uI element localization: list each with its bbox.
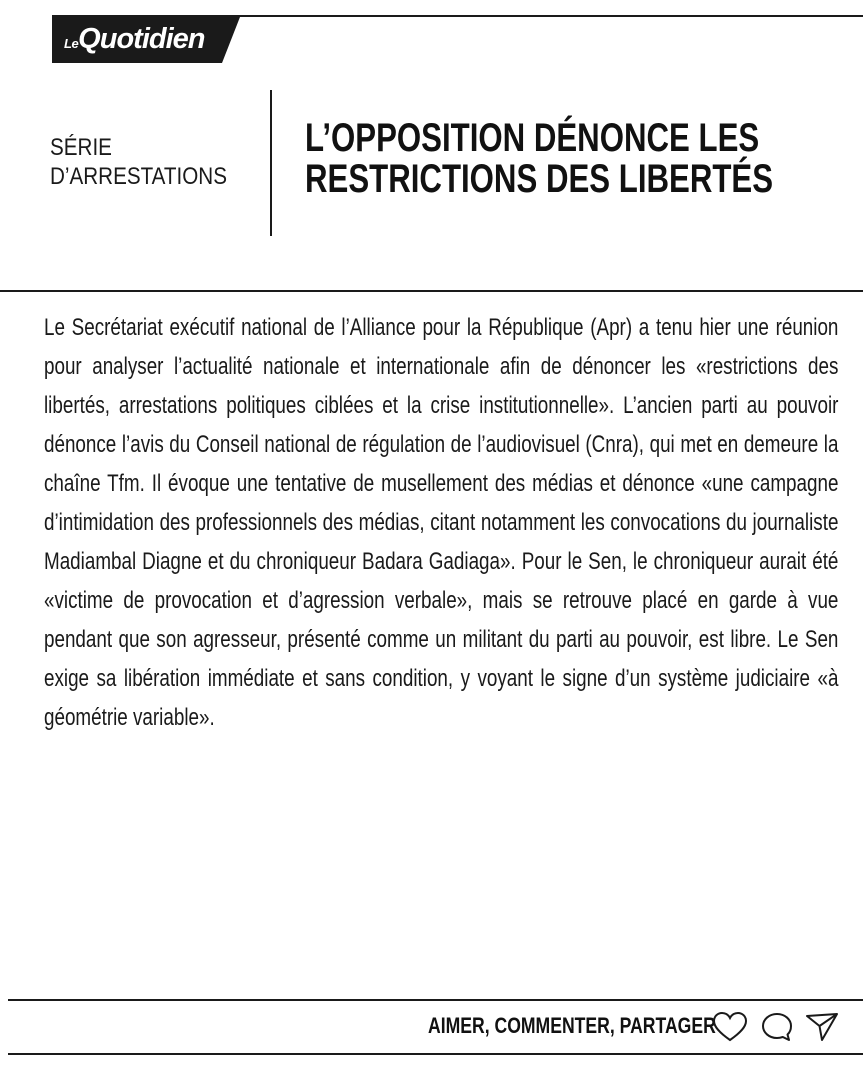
logo-wordmark xyxy=(64,23,205,56)
section-kicker xyxy=(50,133,227,191)
logo-prefix: Le xyxy=(64,36,79,51)
engagement-cta: AIMER, COMMENTER, PARTAGER xyxy=(428,1013,716,1038)
footer-bottom-rule xyxy=(8,1053,863,1055)
headline xyxy=(305,118,773,200)
header-rule xyxy=(0,290,863,292)
logo-name: Quotidien xyxy=(78,23,205,55)
kicker-line-1: SÉRIE xyxy=(50,134,112,161)
quotidien-logo xyxy=(52,17,240,63)
kicker-line-2: D’ARRESTATIONS xyxy=(50,163,227,190)
vertical-divider xyxy=(270,90,272,236)
headline-line-2: RESTRICTIONS DES LIBERTÉS xyxy=(305,157,774,201)
heart-icon[interactable] xyxy=(712,1011,748,1043)
share-icon[interactable] xyxy=(804,1011,840,1043)
article-body: Le Secrétariat exécutif national de l’Alliance pour la République (Apr) a tenu hier une réunion pour analyser l’actualité nationale et internationale afin de dénoncer les «restrictions des libertés, arrestations politiques ciblées et la crise institutionnelle». L’ancien parti au pouvoir dénonce l’avis du Conseil national de régulation de l’audiovisuel (Cnra), qui met en demeure la chaîne Tfm. Il évoque une tentative de musellement des médias et dénonce «une campagne d’intimidation des professionnels des médias, citant notamment les convocations du journaliste Madiambal Diagne et du chroniqueur Badara Gadiaga». Pour le Sen, le chroniqueur aurait été «victime de provocation et d’agression verbale», mais se retrouve placé en garde à vue pendant que son agresseur, présenté comme un militant du parti au pouvoir, est libre. Le Sen exige sa libération immédiate et sans condition, y voyant le signe d’un système judiciaire «à géométrie variable». xyxy=(44,314,839,731)
footer-top-rule xyxy=(8,999,863,1001)
headline-line-1: L’OPPOSITION DÉNONCE LES xyxy=(305,116,760,160)
comment-icon[interactable] xyxy=(760,1011,796,1043)
